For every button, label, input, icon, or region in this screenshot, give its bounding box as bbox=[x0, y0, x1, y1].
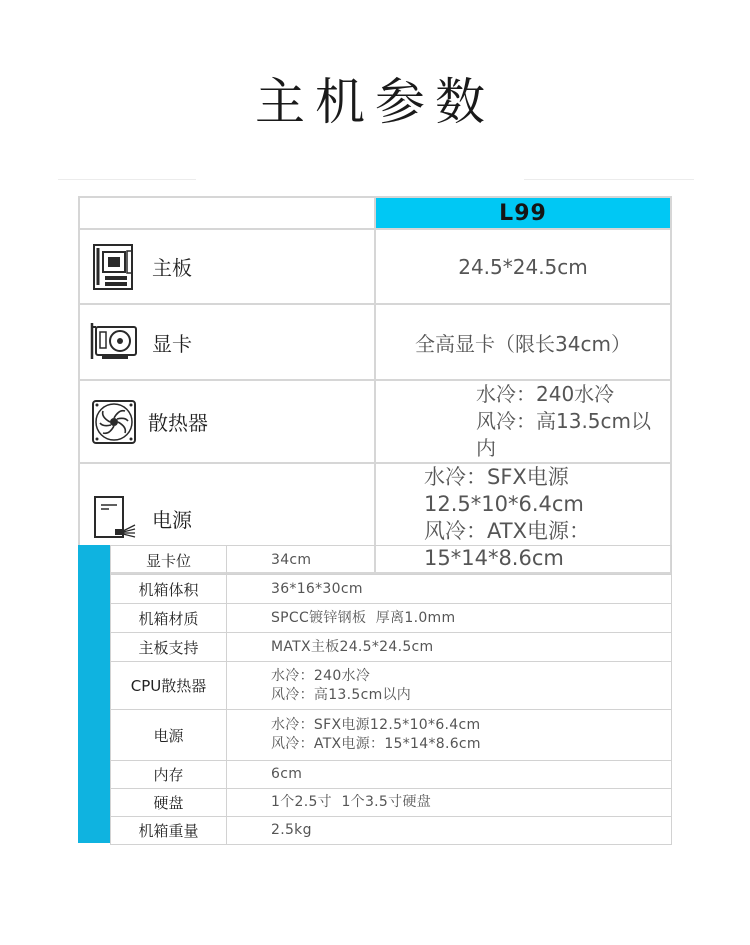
spec-header-blank bbox=[79, 197, 375, 229]
detail-value bbox=[227, 633, 672, 662]
detail-value-line: 34cm bbox=[271, 551, 312, 568]
detail-label: 机箱重量 bbox=[111, 817, 227, 845]
detail-row bbox=[111, 662, 672, 710]
detail-value-line: 1个2.5寸 1个3.5寸硬盘 bbox=[271, 794, 432, 810]
spec-value-line: 风冷：高13.5cm以内 bbox=[476, 409, 652, 460]
page-title: 主机参数 bbox=[255, 73, 495, 131]
detail-label: CPU散热器 bbox=[111, 662, 227, 710]
spec-label: 显卡 bbox=[152, 331, 192, 356]
spec-value-line: 24.5*24.5cm bbox=[458, 254, 588, 279]
model-header: L99 bbox=[375, 197, 671, 229]
detail-value-line: 36*16*30cm bbox=[271, 580, 363, 597]
detail-value bbox=[227, 662, 672, 710]
detail-label: 机箱体积 bbox=[111, 575, 227, 604]
spec-value-line: 全高显卡（限长34cm） bbox=[415, 331, 631, 356]
detail-value-line: 水冷：240水冷 bbox=[271, 667, 371, 684]
spec-row bbox=[79, 229, 671, 304]
detail-row bbox=[111, 575, 672, 604]
detail-value bbox=[227, 817, 672, 845]
spec-label: 电源 bbox=[152, 507, 192, 532]
detail-value-line: 6cm bbox=[271, 766, 303, 782]
detail-value-line: MATX主板24.5*24.5cm bbox=[271, 638, 434, 655]
spec-label: 主板 bbox=[152, 256, 192, 280]
detail-accent-bar bbox=[78, 545, 110, 843]
detail-label: 硬盘 bbox=[111, 789, 227, 817]
detail-label: 机箱材质 bbox=[111, 604, 227, 633]
detail-value-line: 风冷：ATX电源：15*14*8.6cm bbox=[271, 736, 481, 752]
spec-value bbox=[375, 229, 671, 304]
motherboard-icon bbox=[88, 242, 140, 292]
detail-value-line: 2.5kg bbox=[271, 822, 312, 838]
detail-value bbox=[227, 761, 672, 789]
main-spec-table bbox=[78, 196, 672, 574]
detail-row bbox=[111, 817, 672, 845]
divider-left bbox=[58, 179, 196, 180]
detail-row bbox=[111, 710, 672, 761]
detail-value-line: 风冷：高13.5cm以内 bbox=[271, 686, 412, 703]
detail-row bbox=[111, 789, 672, 817]
detail-label: 显卡位 bbox=[111, 546, 227, 575]
detail-value-line: SPCC镀锌钢板 厚离1.0mm bbox=[271, 609, 456, 626]
detail-spec-table bbox=[110, 545, 672, 845]
power-supply-icon bbox=[88, 493, 140, 543]
spec-label-cell bbox=[79, 304, 375, 380]
spec-label-cell bbox=[79, 380, 375, 463]
graphics-card-icon bbox=[88, 317, 140, 367]
spec-value-line: 水冷：SFX电源12.5*10*6.4cm bbox=[424, 465, 584, 516]
detail-value-line: 水冷：SFX电源12.5*10*6.4cm bbox=[271, 717, 481, 733]
spec-value-line: 风冷：ATX电源：15*14*8.6cm bbox=[424, 519, 590, 570]
detail-row bbox=[111, 633, 672, 662]
spec-row bbox=[79, 304, 671, 380]
divider-right bbox=[524, 179, 694, 180]
detail-label: 主板支持 bbox=[111, 633, 227, 662]
spec-value bbox=[375, 304, 671, 380]
detail-value bbox=[227, 710, 672, 761]
detail-row bbox=[111, 604, 672, 633]
detail-value bbox=[227, 546, 672, 575]
cooling-fan-icon bbox=[88, 397, 140, 447]
spec-value bbox=[375, 380, 671, 463]
spec-row bbox=[79, 380, 671, 463]
detail-row bbox=[111, 761, 672, 789]
spec-label: 散热器 bbox=[148, 411, 208, 435]
spec-label-cell bbox=[79, 229, 375, 304]
detail-label: 内存 bbox=[111, 761, 227, 789]
detail-row bbox=[111, 546, 672, 575]
detail-value bbox=[227, 575, 672, 604]
detail-value bbox=[227, 604, 672, 633]
detail-label: 电源 bbox=[111, 710, 227, 761]
spec-value-line: 水冷：240水冷 bbox=[476, 382, 615, 406]
detail-value bbox=[227, 789, 672, 817]
